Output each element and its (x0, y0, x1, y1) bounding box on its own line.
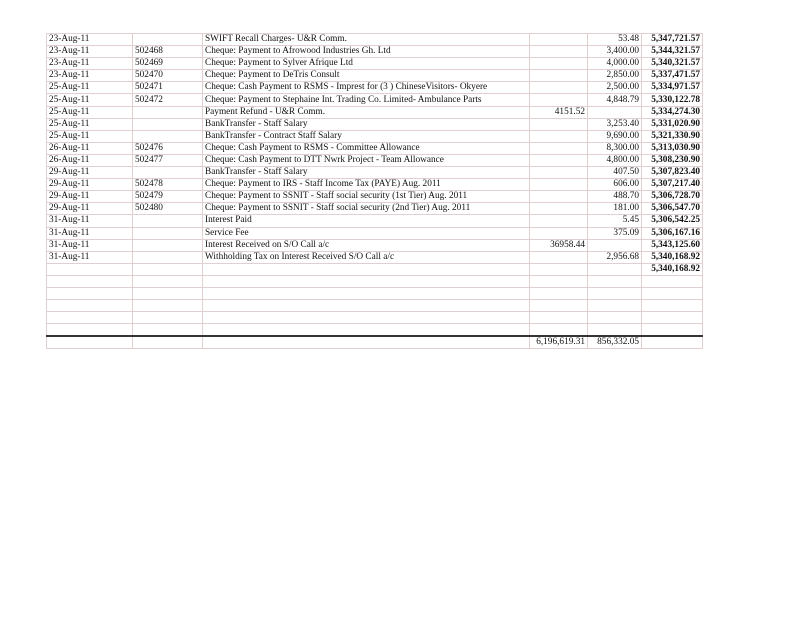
date-cell[interactable] (47, 263, 133, 275)
balance-cell[interactable]: 5,344,321.57 (642, 46, 703, 58)
credit-amount-cell[interactable] (530, 118, 588, 130)
balance-cell[interactable] (642, 287, 703, 299)
debit-amount-cell[interactable] (588, 263, 642, 275)
description-cell[interactable]: Cheque: Cash Payment to DTT Nwrk Project - Team Allowance (203, 154, 530, 166)
debit-amount-cell[interactable] (588, 106, 642, 118)
balance-cell[interactable] (642, 312, 703, 324)
debit-amount-cell[interactable]: 2,850.00 (588, 70, 642, 82)
balance-cell[interactable]: 5,306,728.70 (642, 191, 703, 203)
description-cell[interactable] (203, 287, 530, 299)
table-row (47, 46, 703, 58)
table-row (47, 251, 703, 263)
cheque-number-cell[interactable] (133, 239, 203, 251)
debit-amount-cell[interactable]: 181.00 (588, 203, 642, 215)
debit-amount-cell[interactable]: 606.00 (588, 179, 642, 191)
table-row (47, 263, 703, 275)
credit-amount-cell[interactable] (530, 263, 588, 275)
debit-amount-cell[interactable]: 4,000.00 (588, 58, 642, 70)
date-cell[interactable]: 23-Aug-11 (47, 70, 133, 82)
description-cell[interactable] (203, 263, 530, 275)
credit-amount-cell[interactable] (530, 94, 588, 106)
cheque-number-cell[interactable] (133, 215, 203, 227)
date-cell[interactable]: 23-Aug-11 (47, 34, 133, 46)
description-cell[interactable] (203, 312, 530, 324)
table-row (47, 130, 703, 142)
balance-cell[interactable]: 5,313,030.90 (642, 142, 703, 154)
credit-amount-cell[interactable] (530, 227, 588, 239)
balance-cell[interactable]: 5,340,321.57 (642, 58, 703, 70)
date-cell[interactable]: 26-Aug-11 (47, 142, 133, 154)
debit-amount-cell[interactable] (588, 239, 642, 251)
credit-amount-cell[interactable] (530, 142, 588, 154)
date-cell[interactable]: 29-Aug-11 (47, 203, 133, 215)
ledger-table (46, 33, 703, 349)
cheque-number-cell[interactable]: 502479 (133, 191, 203, 203)
debit-amount-cell[interactable]: 375.09 (588, 227, 642, 239)
description-cell[interactable]: Cheque: Payment to Stephaine Int. Trading Co. Limited- Ambulance Parts (203, 94, 530, 106)
balance-cell[interactable]: 5,306,547.70 (642, 203, 703, 215)
date-cell[interactable]: 25-Aug-11 (47, 130, 133, 142)
description-cell[interactable]: Cheque: Payment to IRS - Staff Income Tax (PAYE) Aug. 2011 (203, 179, 530, 191)
table-row (47, 167, 703, 179)
description-cell[interactable]: BankTransfer - Staff Salary (203, 167, 530, 179)
ledger-body (47, 34, 703, 337)
credit-amount-cell[interactable] (530, 130, 588, 142)
cheque-number-cell[interactable] (133, 300, 203, 312)
debit-amount-cell[interactable]: 4,800.00 (588, 154, 642, 166)
date-cell[interactable]: 29-Aug-11 (47, 191, 133, 203)
date-cell[interactable]: 31-Aug-11 (47, 239, 133, 251)
table-row (47, 58, 703, 70)
debit-amount-cell[interactable] (588, 324, 642, 337)
credit-amount-cell[interactable] (530, 82, 588, 94)
table-row (47, 203, 703, 215)
cheque-number-cell[interactable]: 502478 (133, 179, 203, 191)
table-row (47, 191, 703, 203)
table-row (47, 106, 703, 118)
totals-date-cell[interactable] (47, 336, 133, 349)
date-cell[interactable] (47, 300, 133, 312)
description-cell[interactable]: BankTransfer - Contract Staff Salary (203, 130, 530, 142)
balance-cell[interactable]: 5,343,125.60 (642, 239, 703, 251)
description-cell[interactable]: SWIFT Recall Charges- U&R Comm. (203, 34, 530, 46)
cheque-number-cell[interactable] (133, 130, 203, 142)
date-cell[interactable]: 25-Aug-11 (47, 106, 133, 118)
date-cell[interactable]: 25-Aug-11 (47, 118, 133, 130)
description-cell[interactable]: Interest Paid (203, 215, 530, 227)
credit-amount-cell[interactable] (530, 154, 588, 166)
description-cell[interactable]: Withholding Tax on Interest Received S/O Call a/c (203, 251, 530, 263)
table-row (47, 179, 703, 191)
balance-cell[interactable]: 5,347,721.57 (642, 34, 703, 46)
balance-cell[interactable]: 5,307,823.40 (642, 167, 703, 179)
table-row (47, 118, 703, 130)
balance-cell[interactable]: 5,306,167.16 (642, 227, 703, 239)
credit-amount-cell[interactable] (530, 324, 588, 337)
debit-amount-cell[interactable]: 407.50 (588, 167, 642, 179)
cheque-number-cell[interactable] (133, 251, 203, 263)
cheque-number-cell[interactable]: 502471 (133, 82, 203, 94)
balance-cell[interactable]: 5,337,471.57 (642, 70, 703, 82)
date-cell[interactable] (47, 287, 133, 299)
credit-amount-cell[interactable] (530, 167, 588, 179)
table-row (47, 154, 703, 166)
date-cell[interactable]: 29-Aug-11 (47, 179, 133, 191)
debit-amount-cell[interactable]: 3,253.40 (588, 118, 642, 130)
date-cell[interactable]: 31-Aug-11 (47, 251, 133, 263)
description-cell[interactable]: Cheque: Payment to Sylver Afrique Ltd (203, 58, 530, 70)
balance-cell[interactable]: 5,331,020.90 (642, 118, 703, 130)
date-cell[interactable]: 31-Aug-11 (47, 227, 133, 239)
table-row (47, 34, 703, 46)
debit-amount-cell[interactable]: 4,848.79 (588, 94, 642, 106)
date-cell[interactable] (47, 275, 133, 287)
credit-amount-cell[interactable] (530, 251, 588, 263)
balance-cell[interactable]: 5,307,217.40 (642, 179, 703, 191)
description-cell[interactable]: Service Fee (203, 227, 530, 239)
description-cell[interactable]: Cheque: Payment to Afrowood Industries Gh. Ltd (203, 46, 530, 58)
table-row (47, 312, 703, 324)
description-cell[interactable]: Interest Received on S/O Call a/c (203, 239, 530, 251)
cheque-number-cell[interactable]: 502470 (133, 70, 203, 82)
credit-amount-cell[interactable]: 4151.52 (530, 106, 588, 118)
table-row (47, 324, 703, 337)
credit-amount-cell[interactable] (530, 191, 588, 203)
date-cell[interactable] (47, 312, 133, 324)
totals-balance-cell[interactable] (642, 336, 703, 349)
table-row (47, 94, 703, 106)
credit-amount-cell[interactable] (530, 312, 588, 324)
balance-cell[interactable]: 5,340,168.92 (642, 251, 703, 263)
credit-amount-cell[interactable]: 36958.44 (530, 239, 588, 251)
debit-amount-cell[interactable] (588, 287, 642, 299)
cheque-number-cell[interactable]: 502480 (133, 203, 203, 215)
cheque-number-cell[interactable]: 502468 (133, 46, 203, 58)
balance-cell[interactable]: 5,334,274.30 (642, 106, 703, 118)
credit-amount-cell[interactable] (530, 58, 588, 70)
table-row (47, 287, 703, 299)
credit-amount-cell[interactable] (530, 287, 588, 299)
debit-amount-cell[interactable] (588, 300, 642, 312)
table-row (47, 227, 703, 239)
date-cell[interactable]: 23-Aug-11 (47, 46, 133, 58)
balance-cell[interactable]: 5,321,330.90 (642, 130, 703, 142)
debit-amount-cell[interactable]: 488.70 (588, 191, 642, 203)
description-cell[interactable] (203, 275, 530, 287)
debit-amount-cell[interactable] (588, 312, 642, 324)
cheque-number-cell[interactable]: 502476 (133, 142, 203, 154)
debit-amount-cell[interactable]: 8,300.00 (588, 142, 642, 154)
table-row (47, 300, 703, 312)
description-cell[interactable]: Cheque: Payment to SSNIT - Staff social security (2nd Tier) Aug. 2011 (203, 203, 530, 215)
credit-amount-cell[interactable] (530, 203, 588, 215)
table-row (47, 82, 703, 94)
totals-row (47, 336, 703, 349)
table-row (47, 70, 703, 82)
credit-amount-cell[interactable] (530, 34, 588, 46)
date-cell[interactable] (47, 324, 133, 337)
debit-amount-cell[interactable]: 2,500.00 (588, 82, 642, 94)
description-cell[interactable]: Cheque: Cash Payment to RSMS - Committee Allowance (203, 142, 530, 154)
table-row (47, 142, 703, 154)
table-row (47, 239, 703, 251)
description-cell[interactable]: Cheque: Payment to DeTris Consult (203, 70, 530, 82)
cheque-number-cell[interactable] (133, 287, 203, 299)
totals-cheque-cell[interactable] (133, 336, 203, 349)
cheque-number-cell[interactable]: 502477 (133, 154, 203, 166)
debit-amount-cell[interactable] (588, 275, 642, 287)
cheque-number-cell[interactable] (133, 227, 203, 239)
balance-cell[interactable]: 5,306,542.25 (642, 215, 703, 227)
description-cell[interactable] (203, 324, 530, 337)
balance-cell[interactable] (642, 275, 703, 287)
total-debit-cell[interactable]: 856,332.05 (588, 336, 642, 349)
cheque-number-cell[interactable] (133, 263, 203, 275)
description-cell[interactable]: BankTransfer - Staff Salary (203, 118, 530, 130)
table-row (47, 215, 703, 227)
cheque-number-cell[interactable] (133, 167, 203, 179)
debit-amount-cell[interactable]: 3,400.00 (588, 46, 642, 58)
debit-amount-cell[interactable]: 5.45 (588, 215, 642, 227)
cheque-number-cell[interactable] (133, 106, 203, 118)
balance-cell[interactable]: 5,330,122.78 (642, 94, 703, 106)
totals-description-cell[interactable] (203, 336, 530, 349)
debit-amount-cell[interactable]: 9,690.00 (588, 130, 642, 142)
credit-amount-cell[interactable] (530, 179, 588, 191)
date-cell[interactable]: 26-Aug-11 (47, 154, 133, 166)
description-cell[interactable]: Cheque: Cash Payment to RSMS - Imprest for (3 ) ChineseVisitors- Okyere (203, 82, 530, 94)
credit-amount-cell[interactable] (530, 46, 588, 58)
date-cell[interactable]: 23-Aug-11 (47, 58, 133, 70)
credit-amount-cell[interactable] (530, 275, 588, 287)
cheque-number-cell[interactable] (133, 324, 203, 337)
credit-amount-cell[interactable] (530, 300, 588, 312)
date-cell[interactable]: 25-Aug-11 (47, 82, 133, 94)
cheque-number-cell[interactable] (133, 312, 203, 324)
balance-cell[interactable]: 5,308,230.90 (642, 154, 703, 166)
total-credit-cell[interactable]: 6,196,619.31 (530, 336, 588, 349)
cheque-number-cell[interactable]: 502472 (133, 94, 203, 106)
balance-cell[interactable]: 5,334,971.57 (642, 82, 703, 94)
date-cell[interactable]: 25-Aug-11 (47, 94, 133, 106)
description-cell[interactable]: Payment Refund - U&R Comm. (203, 106, 530, 118)
cheque-number-cell[interactable] (133, 34, 203, 46)
date-cell[interactable]: 29-Aug-11 (47, 167, 133, 179)
balance-cell[interactable] (642, 324, 703, 337)
debit-amount-cell[interactable]: 2,956.68 (588, 251, 642, 263)
cheque-number-cell[interactable]: 502469 (133, 58, 203, 70)
balance-cell[interactable]: 5,340,168.92 (642, 263, 703, 275)
date-cell[interactable]: 31-Aug-11 (47, 215, 133, 227)
cheque-number-cell[interactable] (133, 275, 203, 287)
description-cell[interactable]: Cheque: Payment to SSNIT - Staff social security (1st Tier) Aug. 2011 (203, 191, 530, 203)
balance-cell[interactable] (642, 300, 703, 312)
debit-amount-cell[interactable]: 53.48 (588, 34, 642, 46)
cheque-number-cell[interactable] (133, 118, 203, 130)
credit-amount-cell[interactable] (530, 70, 588, 82)
credit-amount-cell[interactable] (530, 215, 588, 227)
description-cell[interactable] (203, 300, 530, 312)
table-row (47, 275, 703, 287)
